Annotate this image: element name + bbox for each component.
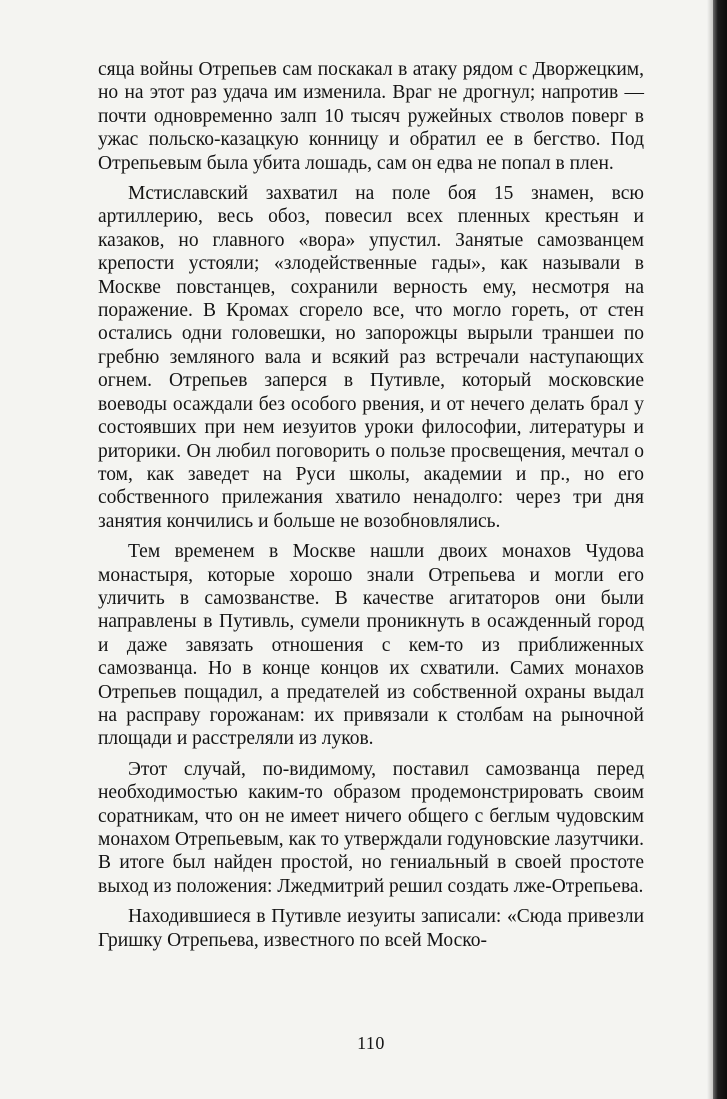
paragraph-jesuits: Находившиеся в Путивле иезуиты записали: «Сюда привезли Гришку Отрепьева, известного по всей Моско-: [98, 906, 644, 951]
page-number: 110: [357, 1033, 385, 1053]
paragraph-incident: Этот случай, по-видимому, поставил самозванца перед необходимостью каким-то образом продемонстрировать своим соратникам, что он не имеет ничего общего с беглым чудовским монахом Отрепьевым, как то утверждали годуновские лазутчики. В итоге был найден простой, но гениальный в своей простоте выход из положения: Лжедмитрий решил создать лже-Отрепьева.: [98, 758, 644, 897]
book-page: [98, 58, 644, 1058]
paragraph-mstislavsky: Мстиславский захватил на поле боя 15 знамен, всю артиллерию, весь обоз, повесил всех пленных крестьян и казаков, но главного «вора» упустил. Занятые самозванцем крепости устояли; «злодейственные гады», как называли в Москве повстанцев, сохранили верность ему, несмотря на поражение. В Кромах сгорело все, что могло гореть, от стен остались одни головешки, но запорожцы вырыли траншеи по гребню земляного вала и всякий раз встречали наступающих огнем. Отрепьев заперся в Путивле, который московские воеводы осаждали без особого рвения, и от нечего делать брал у состоявших при нем иезуитов уроки философии, литературы и риторики. Он любил поговорить о пользе просвещения, мечтал о том, как заведет на Руси школы, академии и пр., но его собственного прилежания хватило ненадолго: через три дня занятия кончились и больше не возобновлялись.: [98, 183, 644, 532]
paragraph-monks: Тем временем в Москве нашли двоих монахов Чудова монастыря, которые хорошо знали Отрепьева и могли его уличить в самозванстве. В качестве агитаторов они были направлены в Путивль, сумели проникнуть в осажденный город и даже завязать отношения с кем-то из приближенных самозванца. Но в конце концов их схватили. Самих монахов Отрепьев пощадил, а предателей из собственной охраны выдал на расправу горожанам: их привязали к столбам на рыночной площади и расстреляли из луков.: [98, 541, 644, 750]
book-spine: [713, 0, 727, 1099]
paragraph-continuation: сяца войны Отрепьев сам поскакал в атаку рядом с Дворжецким, но на этот раз удача им изменила. Враг не дрогнул; напротив — почти одновременно залп 10 тысяч ружейных стволов поверг в ужас польско-казацкую конницу и обратил ее в бегство. Под Отрепьевым была убита лошадь, сам он едва не попал в плен.: [98, 59, 644, 174]
